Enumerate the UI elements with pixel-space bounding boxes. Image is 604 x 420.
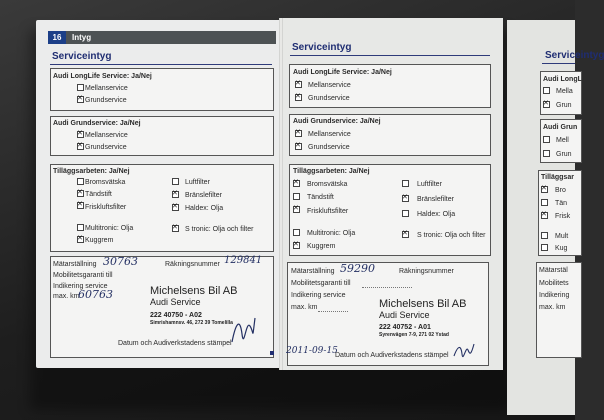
stamp-address: Simrishamnsv. 46, 272 39 Tomelilla [150,320,233,326]
rakning-label: Räkningsnummer [399,268,454,275]
checkbox-checked[interactable] [293,242,300,249]
checkbox[interactable] [543,150,550,157]
checkbox-label: Bro [555,187,566,194]
checkbox-label: Mell [556,137,569,144]
checkbox-label: Friskluftsfilter [307,208,349,215]
checkbox[interactable] [77,224,84,231]
section-title: Serviceintyg [292,42,352,53]
page-header-title: Intyg [72,33,92,42]
checkbox-checked[interactable] [77,236,84,243]
checkbox-label: Mella [556,88,573,95]
matar-label: Mätarställning [53,261,97,268]
checkbox-checked[interactable] [402,195,409,202]
checkbox-checked[interactable] [172,191,179,198]
checkbox-label: Frisk [555,213,571,220]
checkbox-label: Bränslefilter [185,192,222,199]
checkbox[interactable] [541,232,548,239]
booklet-spine [279,18,283,370]
indikering-label: Indikering [539,292,570,299]
checkbox-checked[interactable] [77,202,84,209]
title-rule [50,64,272,65]
checkbox-checked[interactable] [295,130,302,137]
checkbox[interactable] [172,178,179,185]
checkbox[interactable] [293,193,300,200]
checkbox-label: Grundservice [308,95,350,102]
checkbox-label: Friskluftsfilter [85,204,127,211]
grundservice-label: Audi Grundservice: Ja/Nej [53,120,141,127]
checkbox-checked[interactable] [172,204,179,211]
checkbox[interactable] [543,87,550,94]
stamp-address: Syrenvägen 7-9, 271 02 Ystad [379,332,449,338]
checkbox-checked[interactable] [541,186,548,193]
checkbox-label: Bromsvätska [307,181,348,188]
tillagg-label: Tilläggsar [541,174,574,181]
checkbox[interactable] [541,244,548,251]
matar-value: 59290 [340,262,375,275]
tillagg-label: Tilläggsarbeten: Ja/Nej [293,168,370,175]
checkbox-label: Multitronic: Olja [307,230,356,237]
checkbox-checked[interactable] [402,231,409,238]
checkbox-checked[interactable] [293,206,300,213]
checkbox-label: S tronic: Olja och filter [185,226,254,233]
stamp-name: Michelsens Bil AB [150,285,238,297]
stamp-sub: Audi Service [150,297,201,307]
checkbox-checked[interactable] [295,81,302,88]
checkbox-label: Bränslefilter [417,196,454,203]
stamp-phone: 222 40752 - A01 [379,324,431,331]
checkbox[interactable] [77,178,84,185]
stamp-footer: Datum och Audiverkstadens stämpel [118,340,232,347]
longlife-label: Audi LongLife Service: Ja/Nej [293,69,392,76]
checkbox[interactable] [541,199,548,206]
checkbox-label: Mellanservice [85,85,128,92]
checkbox-label: Mellanservice [85,132,128,139]
section-title: Serviceintyg [52,51,112,62]
checkbox-label: Multitronic: Olja [85,225,134,232]
checkbox-label: Kug [555,245,568,252]
checkbox-checked[interactable] [77,143,84,150]
signature-icon [228,312,258,348]
rakning-label: Räkningsnummer [165,261,220,268]
dotted-line [362,287,412,288]
checkbox-label: Grundservice [85,144,127,151]
checkbox-label: Haldex: Olja [185,205,224,212]
checkbox-label: Bromsvätska [85,179,126,186]
checkbox-checked[interactable] [295,143,302,150]
longlife-label: Audi LongLife Service: Ja/Nej [53,73,152,80]
checkbox-label: Mellanservice [308,82,351,89]
checkbox-label: Grun [556,102,572,109]
checkbox[interactable] [402,180,409,187]
mobilitet-label: Mobilitetsgaranti till [291,280,351,287]
page-number: 16 [48,31,66,44]
max-km-label: max. km. [53,293,82,300]
checkbox-label: Kuggrem [307,243,336,250]
checkbox-label: Mult [555,233,569,240]
checkbox-checked[interactable] [77,131,84,138]
checkbox-label: Tändstift [85,191,112,198]
mobilitet-label: Mobilitetsgaranti till [53,272,113,279]
stamp-phone: 222 40750 - A02 [150,312,202,319]
section-title: Serviceintyg [545,50,604,61]
max-km-label: max. km [539,304,566,311]
dotted-line [318,311,348,312]
matar-value: 30763 [103,255,138,268]
checkbox-checked[interactable] [295,94,302,101]
checkbox-checked[interactable] [77,190,84,197]
signature-icon [452,341,476,359]
checkbox-label: Grundservice [308,144,350,151]
stamp-sub: Audi Service [379,310,430,320]
stamp-name: Michelsens Bil AB [379,298,467,310]
tillagg-label: Tilläggsarbeten: Ja/Nej [53,168,130,175]
stamp-footer: Datum och Audiverkstadens stämpel [335,352,449,359]
longlife-label: Audi LongL [543,76,582,83]
checkbox-checked[interactable] [541,212,548,219]
matar-label: Mätarställning [291,268,335,275]
checkbox[interactable] [402,210,409,217]
max-km-value: 60763 [78,288,113,301]
checkbox-checked[interactable] [543,101,550,108]
checkbox-label: Kuggrem [85,237,114,244]
rakning-value: 129841 [224,255,263,266]
indikering-label: Indikering service [291,292,346,299]
title-rule [290,55,490,56]
checkbox[interactable] [293,229,300,236]
date-value: 2011-09-15 [286,346,338,356]
checkbox[interactable] [77,84,84,91]
matar-label: Mätarstäl [539,267,568,274]
checkbox-label: Luftfilter [185,179,210,186]
checkbox-checked[interactable] [77,96,84,103]
grundservice-label: Audi Grundservice: Ja/Nej [293,118,381,125]
checkbox-label: Tän [555,200,568,207]
grundservice-label: Audi Grun [543,124,578,131]
checkbox-label: Haldex: Olja [417,211,456,218]
indikering-label: Indikering service [53,283,108,290]
mobilitet-label: Mobilitets [539,280,569,287]
checkbox-label: Tändstift [307,194,334,201]
max-km-label: max. km [291,304,318,311]
checkbox-label: S tronic: Olja och filter [417,232,486,239]
checkbox-checked[interactable] [293,180,300,187]
checkbox-label: Grundservice [85,97,127,104]
page-corner-marker [270,351,274,355]
checkbox-checked[interactable] [172,225,179,232]
checkbox-label: Grun [556,151,572,158]
checkbox-label: Luftfilter [417,181,442,188]
checkbox-label: Mellanservice [308,131,351,138]
checkbox[interactable] [543,136,550,143]
title-rule [542,63,575,64]
